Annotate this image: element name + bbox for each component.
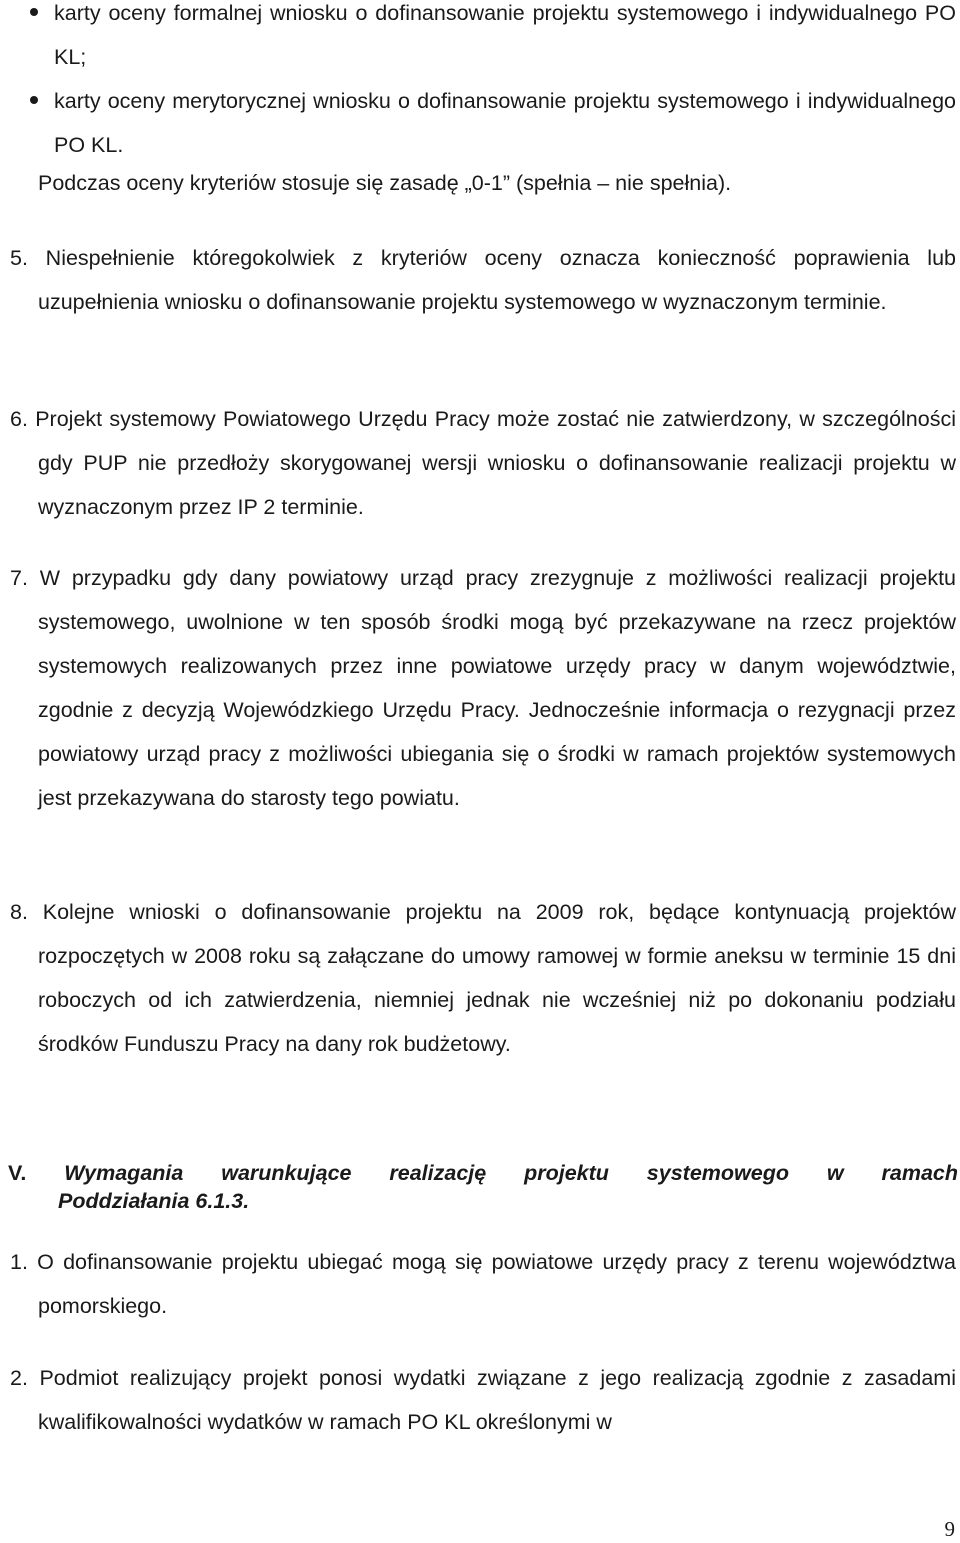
bullet-text: karty oceny formalnej wniosku o dofinansowanie projektu systemowego i indywidualnego PO KL; xyxy=(54,1,956,69)
criteria-bullet-list xyxy=(28,0,956,167)
bullet-item-formal-card xyxy=(28,0,956,79)
paragraph-7: 7. W przypadku gdy dany powiatowy urząd pracy zrezygnuje z możliwości realizacji projektu systemowego, uwolnione w ten sposób środki mogą być przekazywane na rzecz projektów systemowych realizowanych przez inne powiatowe urzędy pracy w danym województwie, zgodnie z decyzją Wojewódzkiego Urzędu Pracy. Jednocześnie informacja o rezygnacji przez powiatowy urząd pracy z możliwości ubiegania się o środki w ramach projektów systemowych jest przekazywana do starosty tego powiatu. xyxy=(10,566,956,810)
section-heading-v xyxy=(8,1159,958,1215)
paragraph-8: 8. Kolejne wnioski o dofinansowanie projektu na 2009 rok, będące kontynuacją projektów rozpoczętych w 2008 roku są załączane do umowy ramowej w formie aneksu w terminie 15 dni roboczych od ich zatwierdzenia, niemniej jednak nie wcześniej niż po dokonaniu podziału środków Funduszu Pracy na dany rok budżetowy. xyxy=(10,900,956,1056)
section-title-part-1: Wymagania warunkujące realizację projektu systemowego w ramach xyxy=(64,1161,958,1185)
bullet-dot-icon xyxy=(30,96,38,104)
section-title-part-2: Poddziałania 6.1.3. xyxy=(58,1189,250,1213)
section-number: V. xyxy=(8,1161,27,1185)
section-heading-line-1 xyxy=(8,1159,958,1187)
bullet-item-substantive-card xyxy=(28,79,956,167)
bullet-dot-icon xyxy=(30,8,38,16)
page-number: 9 xyxy=(944,1517,955,1541)
section-paragraph-1: 1. O dofinansowanie projektu ubiegać mogą się powiatowe urzędy pracy z terenu województwa pomorskiego. xyxy=(10,1250,956,1318)
bullet-text: karty oceny merytorycznej wniosku o dofinansowanie projektu systemowego i indywidualnego PO KL. xyxy=(54,89,956,157)
paragraph-6: 6. Projekt systemowy Powiatowego Urzędu Pracy może zostać nie zatwierdzony, w szczególności gdy PUP nie przedłoży skorygowanej wersji wniosku o dofinansowanie realizacji projektu w wyznaczonym przez IP 2 terminie. xyxy=(10,407,956,519)
paragraph-5: 5. Niespełnienie któregokolwiek z kryteriów oceny oznacza konieczność poprawienia lub uzupełnienia wniosku o dofinansowanie projektu systemowego w wyznaczonym terminie. xyxy=(10,246,956,314)
scoring-rule-paragraph: Podczas oceny kryteriów stosuje się zasadę „0-1” (spełnia – nie spełnia). xyxy=(38,171,732,195)
section-paragraph-2: 2. Podmiot realizujący projekt ponosi wydatki związane z jego realizacją zgodnie z zasadami kwalifikowalności wydatków w ramach PO KL określonymi w xyxy=(10,1366,956,1434)
